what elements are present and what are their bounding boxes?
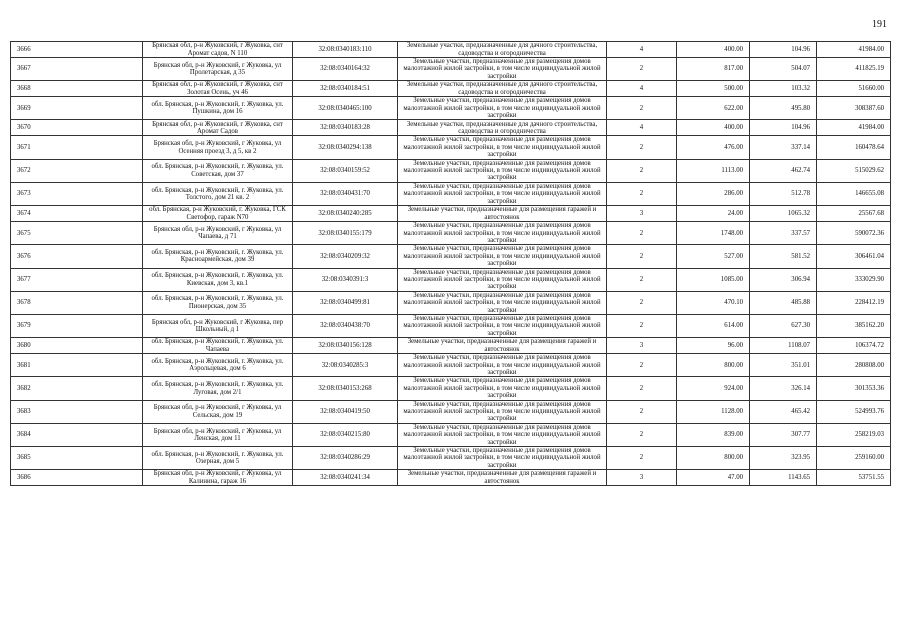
- address-cell: обл. Брянская, р-н Жуковский, г. Жуковка, ул. Пушкина, дом 16: [143, 97, 293, 120]
- unit-value-cell: 512.78: [750, 182, 817, 205]
- area-cell: 839.00: [677, 423, 750, 446]
- table-row: [11, 206, 891, 222]
- table-row: [11, 182, 891, 205]
- unit-value-cell: 1143.65: [750, 470, 817, 486]
- group-cell: 2: [607, 136, 677, 159]
- table-row: [11, 291, 891, 314]
- cadastral-number-cell: 32:08:0340431:70: [293, 182, 398, 205]
- area-cell: 400.00: [677, 120, 750, 136]
- cadastral-value-cell: 51660.00: [817, 81, 891, 97]
- cadastral-value-cell: 333029.90: [817, 268, 891, 291]
- row-number-cell: 3669: [11, 97, 143, 120]
- land-use-cell: Земельные участки, предназначенные для размещения домов малоэтажной жилой застройки, в том числе индивидуальной жилой застройки: [398, 97, 607, 120]
- area-cell: 622.00: [677, 97, 750, 120]
- area-cell: 400.00: [677, 42, 750, 58]
- cadastral-value-table: [10, 41, 891, 486]
- area-cell: 476.00: [677, 136, 750, 159]
- unit-value-cell: 485.88: [750, 291, 817, 314]
- row-number-cell: 3681: [11, 354, 143, 377]
- land-use-cell: Земельные участки, предназначенные для размещения домов малоэтажной жилой застройки, в том числе индивидуальной жилой застройки: [398, 58, 607, 81]
- group-cell: 2: [607, 222, 677, 245]
- land-use-cell: Земельные участки, предназначенные для дачного строительства, садоводства и огородничества: [398, 42, 607, 58]
- row-number-cell: 3680: [11, 338, 143, 354]
- cadastral-value-cell: 590072.36: [817, 222, 891, 245]
- cadastral-value-cell: 106374.72: [817, 338, 891, 354]
- land-use-cell: Земельные участки, предназначенные для размещения домов малоэтажной жилой застройки, в том числе индивидуальной жилой застройки: [398, 291, 607, 314]
- group-cell: 2: [607, 314, 677, 337]
- cadastral-number-cell: 32:08:0340419:50: [293, 400, 398, 423]
- table-row: [11, 222, 891, 245]
- land-use-cell: Земельные участки, предназначенные для размещения домов малоэтажной жилой застройки, в том числе индивидуальной жилой застройки: [398, 354, 607, 377]
- group-cell: 2: [607, 58, 677, 81]
- table-row: [11, 159, 891, 182]
- area-cell: 800.00: [677, 447, 750, 470]
- unit-value-cell: 337.14: [750, 136, 817, 159]
- table-row: [11, 268, 891, 291]
- row-number-cell: 3678: [11, 291, 143, 314]
- cadastral-number-cell: 32:08:0340438:70: [293, 314, 398, 337]
- cadastral-number-cell: 32:08:0340240:285: [293, 206, 398, 222]
- cadastral-number-cell: 32:08:0340209:32: [293, 245, 398, 268]
- cadastral-number-cell: 32:08:0340285:3: [293, 354, 398, 377]
- cadastral-value-cell: 258219.03: [817, 423, 891, 446]
- table-row: [11, 423, 891, 446]
- cadastral-number-cell: 32:08:0340153:268: [293, 377, 398, 400]
- table-body: [11, 42, 891, 486]
- area-cell: 527.00: [677, 245, 750, 268]
- unit-value-cell: 307.77: [750, 423, 817, 446]
- row-number-cell: 3672: [11, 159, 143, 182]
- land-use-cell: Земельные участки, предназначенные для размещения домов малоэтажной жилой застройки, в том числе индивидуальной жилой застройки: [398, 245, 607, 268]
- group-cell: 3: [607, 338, 677, 354]
- address-cell: обл. Брянская, р-н Жуковский, г. Жуковка, ул. Озерная, дом 5: [143, 447, 293, 470]
- land-use-cell: Земельные участки, предназначенные для размещения домов малоэтажной жилой застройки, в том числе индивидуальной жилой застройки: [398, 136, 607, 159]
- cadastral-number-cell: 32:08:0340183:28: [293, 120, 398, 136]
- table-row: [11, 120, 891, 136]
- area-cell: 817.00: [677, 58, 750, 81]
- address-cell: Брянская обл, р-н Жуковский, г Жуковка, ул Ленская, дом 11: [143, 423, 293, 446]
- unit-value-cell: 627.30: [750, 314, 817, 337]
- area-cell: 500.00: [677, 81, 750, 97]
- address-cell: обл. Брянская, р-н Жуковский, г. Жуковка, ул. Красноармейская, дом 39: [143, 245, 293, 268]
- group-cell: 3: [607, 206, 677, 222]
- unit-value-cell: 465.42: [750, 400, 817, 423]
- address-cell: Брянская обл, р-н Жуковский, г Жуковка, ул Осенняя проезд 3, д 5, кв 2: [143, 136, 293, 159]
- group-cell: 2: [607, 268, 677, 291]
- row-number-cell: 3667: [11, 58, 143, 81]
- group-cell: 2: [607, 377, 677, 400]
- group-cell: 4: [607, 81, 677, 97]
- row-number-cell: 3685: [11, 447, 143, 470]
- table-row: [11, 354, 891, 377]
- address-cell: обл. Брянская, р-н Жуковский, г. Жуковка, ул. Луговая, дом 2/1: [143, 377, 293, 400]
- cadastral-value-cell: 301353.36: [817, 377, 891, 400]
- area-cell: 470.10: [677, 291, 750, 314]
- unit-value-cell: 323.95: [750, 447, 817, 470]
- group-cell: 2: [607, 423, 677, 446]
- address-cell: Брянская обл, р-н Жуковский, г Жуковка, ул Пролетарская, д 35: [143, 58, 293, 81]
- group-cell: 2: [607, 291, 677, 314]
- land-use-cell: Земельные участки, предназначенные для размещения домов малоэтажной жилой застройки, в том числе индивидуальной жилой застройки: [398, 377, 607, 400]
- cadastral-number-cell: 32:08:0340241:34: [293, 470, 398, 486]
- area-cell: 286.00: [677, 182, 750, 205]
- area-cell: 47.00: [677, 470, 750, 486]
- cadastral-number-cell: 32:08:0340159:52: [293, 159, 398, 182]
- area-cell: 96.00: [677, 338, 750, 354]
- land-use-cell: Земельные участки, предназначенные для размещения домов малоэтажной жилой застройки, в том числе индивидуальной жилой застройки: [398, 423, 607, 446]
- address-cell: Брянская обл, р-н Жуковский, г Жуковка, ул Сельская, дом 19: [143, 400, 293, 423]
- unit-value-cell: 104.96: [750, 42, 817, 58]
- cadastral-value-cell: 306461.04: [817, 245, 891, 268]
- row-number-cell: 3677: [11, 268, 143, 291]
- address-cell: обл. Брянская, р-н Жуковский, г. Жуковка, ул. Пионерская, дом 35: [143, 291, 293, 314]
- group-cell: 2: [607, 159, 677, 182]
- group-cell: 2: [607, 400, 677, 423]
- unit-value-cell: 306.94: [750, 268, 817, 291]
- cadastral-value-cell: 41984.00: [817, 120, 891, 136]
- address-cell: Брянская обл, р-н Жуковский, г Жуковка, снт Аромат садов, N 110: [143, 42, 293, 58]
- group-cell: 3: [607, 470, 677, 486]
- area-cell: 1113.00: [677, 159, 750, 182]
- row-number-cell: 3679: [11, 314, 143, 337]
- table-row: [11, 97, 891, 120]
- row-number-cell: 3671: [11, 136, 143, 159]
- row-number-cell: 3684: [11, 423, 143, 446]
- land-use-cell: Земельные участки, предназначенные для размещения домов малоэтажной жилой застройки, в том числе индивидуальной жилой застройки: [398, 447, 607, 470]
- address-cell: Брянская обл, р-н Жуковский, г Жуковка, снт Аромат Садов: [143, 120, 293, 136]
- address-cell: обл. Брянская, р-н Жуковский, г. Жуковка, ул. Аэрольцевая, дом 6: [143, 354, 293, 377]
- row-number-cell: 3682: [11, 377, 143, 400]
- cadastral-number-cell: 32:08:0340156:128: [293, 338, 398, 354]
- cadastral-value-cell: 41984.00: [817, 42, 891, 58]
- cadastral-value-cell: 411825.19: [817, 58, 891, 81]
- unit-value-cell: 104.96: [750, 120, 817, 136]
- unit-value-cell: 1108.07: [750, 338, 817, 354]
- unit-value-cell: 103.32: [750, 81, 817, 97]
- area-cell: 924.00: [677, 377, 750, 400]
- table-row: [11, 58, 891, 81]
- page-number: 191: [872, 19, 887, 30]
- cadastral-number-cell: 32:08:0340391:3: [293, 268, 398, 291]
- cadastral-number-cell: 32:08:0340286:29: [293, 447, 398, 470]
- address-cell: Брянская обл, р-н Жуковский, г Жуковка, пер Школьный, д 1: [143, 314, 293, 337]
- group-cell: 2: [607, 447, 677, 470]
- cadastral-number-cell: 32:08:0340294:138: [293, 136, 398, 159]
- group-cell: 4: [607, 120, 677, 136]
- group-cell: 2: [607, 354, 677, 377]
- table-row: [11, 470, 891, 486]
- land-use-cell: Земельные участки, предназначенные для размещения гаражей и автостоянок: [398, 470, 607, 486]
- table-row: [11, 338, 891, 354]
- row-number-cell: 3675: [11, 222, 143, 245]
- unit-value-cell: 337.57: [750, 222, 817, 245]
- cadastral-value-cell: 259160.00: [817, 447, 891, 470]
- address-cell: обл. Брянская, р-н Жуковский, г. Жуковка, ГСК Светофор, гараж N70: [143, 206, 293, 222]
- area-cell: 1128.00: [677, 400, 750, 423]
- row-number-cell: 3683: [11, 400, 143, 423]
- land-use-cell: Земельные участки, предназначенные для дачного строительства, садоводства и огородничества: [398, 120, 607, 136]
- row-number-cell: 3686: [11, 470, 143, 486]
- table-row: [11, 136, 891, 159]
- cadastral-number-cell: 32:08:0340183:110: [293, 42, 398, 58]
- cadastral-value-cell: 280808.00: [817, 354, 891, 377]
- row-number-cell: 3666: [11, 42, 143, 58]
- table-row: [11, 42, 891, 58]
- row-number-cell: 3670: [11, 120, 143, 136]
- address-cell: Брянская обл, р-н Жуковский, г Жуковка, ул Чапаева, д 71: [143, 222, 293, 245]
- cadastral-value-cell: 25567.68: [817, 206, 891, 222]
- group-cell: 2: [607, 182, 677, 205]
- land-use-cell: Земельные участки, предназначенные для размещения домов малоэтажной жилой застройки, в том числе индивидуальной жилой застройки: [398, 400, 607, 423]
- cadastral-value-cell: 53751.55: [817, 470, 891, 486]
- area-cell: 1085.00: [677, 268, 750, 291]
- address-cell: обл. Брянская, р-н Жуковский, г. Жуковка, ул. Толстого, дом 21 кв. 2: [143, 182, 293, 205]
- unit-value-cell: 495.80: [750, 97, 817, 120]
- table-row: [11, 377, 891, 400]
- unit-value-cell: 326.14: [750, 377, 817, 400]
- address-cell: Брянская обл, р-н Жуковский, г Жуковка, ул Калинина, гараж 16: [143, 470, 293, 486]
- address-cell: обл. Брянская, р-н Жуковский, г. Жуковка, ул. Чапаева: [143, 338, 293, 354]
- unit-value-cell: 1065.32: [750, 206, 817, 222]
- area-cell: 1748.00: [677, 222, 750, 245]
- cadastral-value-cell: 308387.60: [817, 97, 891, 120]
- address-cell: обл. Брянская, р-н Жуковский, г. Жуковка, ул. Советская, дом 37: [143, 159, 293, 182]
- cadastral-number-cell: 32:08:0340499:81: [293, 291, 398, 314]
- cadastral-value-cell: 160478.64: [817, 136, 891, 159]
- row-number-cell: 3673: [11, 182, 143, 205]
- cadastral-value-cell: 385162.20: [817, 314, 891, 337]
- cadastral-number-cell: 32:08:0340465:100: [293, 97, 398, 120]
- unit-value-cell: 581.52: [750, 245, 817, 268]
- cadastral-value-cell: 524993.76: [817, 400, 891, 423]
- cadastral-value-cell: 228412.19: [817, 291, 891, 314]
- area-cell: 800.00: [677, 354, 750, 377]
- unit-value-cell: 351.01: [750, 354, 817, 377]
- land-use-cell: Земельные участки, предназначенные для дачного строительства, садоводства и огородничества: [398, 81, 607, 97]
- land-use-cell: Земельные участки, предназначенные для размещения домов малоэтажной жилой застройки, в том числе индивидуальной жилой застройки: [398, 268, 607, 291]
- table-row: [11, 447, 891, 470]
- table-row: [11, 245, 891, 268]
- cadastral-number-cell: 32:08:0340164:32: [293, 58, 398, 81]
- unit-value-cell: 462.74: [750, 159, 817, 182]
- land-use-cell: Земельные участки, предназначенные для размещения гаражей и автостоянок: [398, 206, 607, 222]
- table-row: [11, 314, 891, 337]
- land-use-cell: Земельные участки, предназначенные для размещения домов малоэтажной жилой застройки, в том числе индивидуальной жилой застройки: [398, 182, 607, 205]
- row-number-cell: 3668: [11, 81, 143, 97]
- cadastral-number-cell: 32:08:0340215:80: [293, 423, 398, 446]
- address-cell: обл. Брянская, р-н Жуковский, г. Жуковка, ул. Киевская, дом 3, кв.1: [143, 268, 293, 291]
- area-cell: 24.00: [677, 206, 750, 222]
- land-use-cell: Земельные участки, предназначенные для размещения гаражей и автостоянок: [398, 338, 607, 354]
- group-cell: 4: [607, 42, 677, 58]
- area-cell: 614.00: [677, 314, 750, 337]
- cadastral-number-cell: 32:08:0340184:51: [293, 81, 398, 97]
- land-use-cell: Земельные участки, предназначенные для размещения домов малоэтажной жилой застройки, в том числе индивидуальной жилой застройки: [398, 222, 607, 245]
- row-number-cell: 3674: [11, 206, 143, 222]
- table-row: [11, 400, 891, 423]
- cadastral-number-cell: 32:08:0340155:179: [293, 222, 398, 245]
- address-cell: Брянская обл, р-н Жуковский, г Жуковка, снт Золотая Осень, уч 46: [143, 81, 293, 97]
- land-use-cell: Земельные участки, предназначенные для размещения домов малоэтажной жилой застройки, в том числе индивидуальной жилой застройки: [398, 314, 607, 337]
- cadastral-value-cell: 146655.08: [817, 182, 891, 205]
- table-row: [11, 81, 891, 97]
- unit-value-cell: 504.07: [750, 58, 817, 81]
- row-number-cell: 3676: [11, 245, 143, 268]
- group-cell: 2: [607, 245, 677, 268]
- land-use-cell: Земельные участки, предназначенные для размещения домов малоэтажной жилой застройки, в том числе индивидуальной жилой застройки: [398, 159, 607, 182]
- group-cell: 2: [607, 97, 677, 120]
- cadastral-value-cell: 515029.62: [817, 159, 891, 182]
